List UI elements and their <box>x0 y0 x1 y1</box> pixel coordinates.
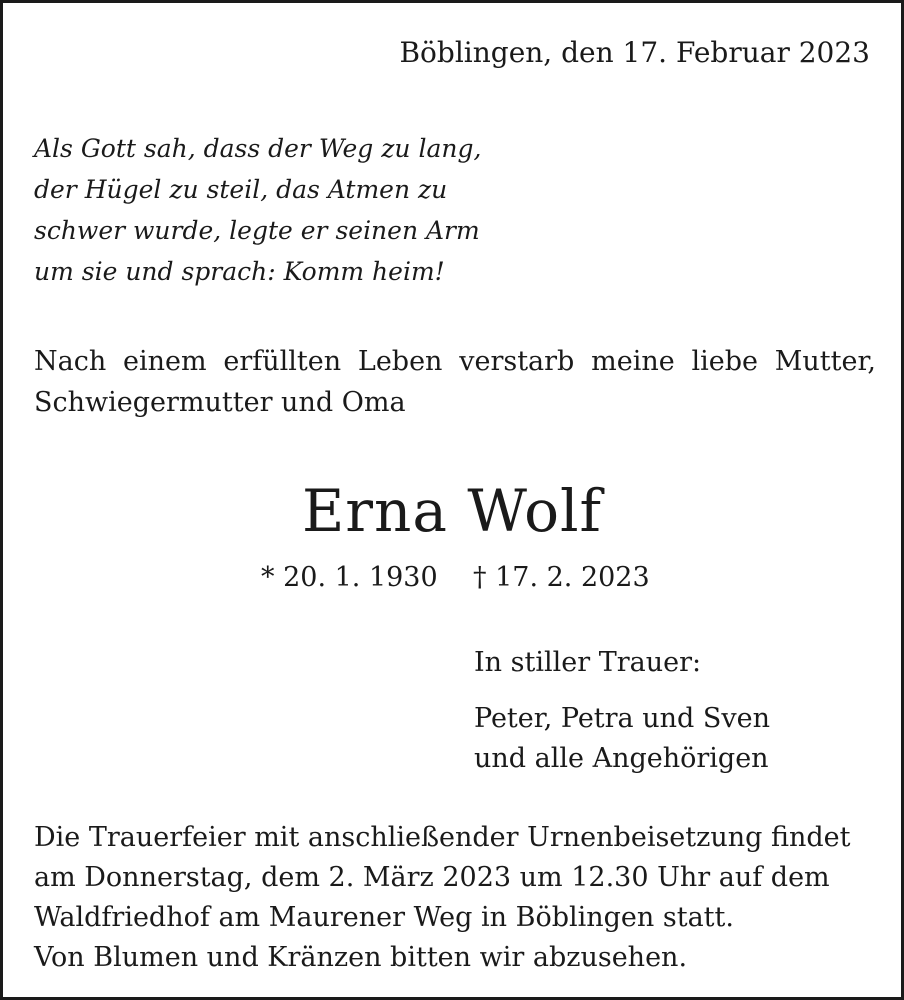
memorial-poem <box>34 128 594 292</box>
mourners-block <box>474 643 770 779</box>
funeral-details-line: am Donnerstag, dem 2. März 2023 um 12.30 Uhr auf dem <box>34 862 830 893</box>
poem-line: der Hügel zu steil, das Atmen zu <box>34 175 448 204</box>
funeral-details <box>34 818 876 978</box>
poem-line: Als Gott sah, dass der Weg zu lang, <box>34 134 482 163</box>
funeral-details-line: Die Trauerfeier mit anschließender Urnenbeisetzung findet <box>34 822 851 853</box>
funeral-details-line: Waldfriedhof am Maurener Weg in Böblingen statt. <box>34 902 734 933</box>
birth-date: * 20. 1. 1930 <box>261 562 438 593</box>
announcement-line: Schwiegermutter und Oma <box>34 387 406 418</box>
mourners-line: Peter, Petra und Sven <box>474 703 770 734</box>
announcement-line: Nach einem erfüllten Leben verstarb meine liebe Mutter, <box>34 346 876 377</box>
poem-line: um sie und sprach: Komm heim! <box>34 257 445 286</box>
mourners-heading: In stiller Trauer: <box>474 647 702 678</box>
death-date: † 17. 2. 2023 <box>473 562 650 593</box>
poem-line: schwer wurde, legte er seinen Arm <box>34 216 480 245</box>
funeral-details-line: Von Blumen und Kränzen bitten wir abzusehen. <box>34 942 688 973</box>
place-and-date: Böblingen, den 17. Februar 2023 <box>399 36 870 69</box>
mourners-line: und alle Angehörigen <box>474 743 769 774</box>
announcement-text <box>34 341 876 423</box>
deceased-name: Erna Wolf <box>301 477 603 545</box>
